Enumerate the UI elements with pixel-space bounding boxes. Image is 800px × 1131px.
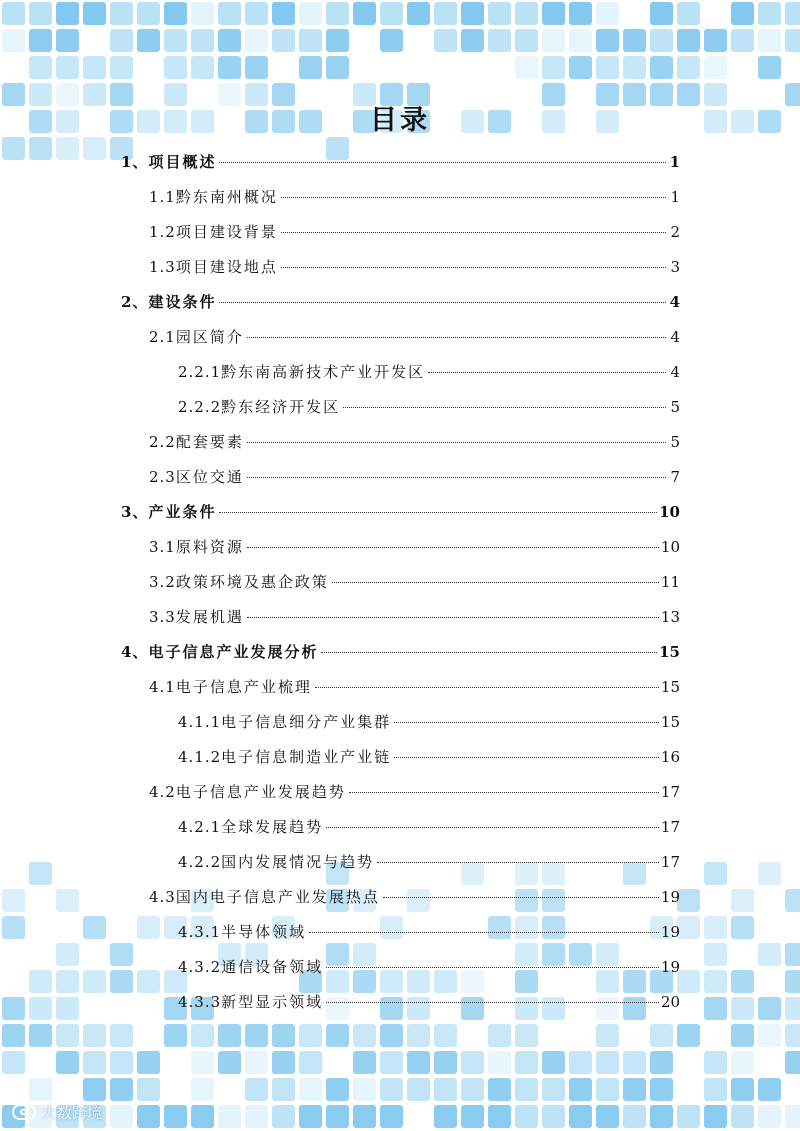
toc-entry-label: 国内发展情况与趋势 bbox=[221, 853, 375, 871]
toc-entry-number: 1.2 bbox=[149, 223, 176, 241]
toc-entry-leader-dots bbox=[309, 932, 659, 933]
toc-entry-number: 4.3.3 bbox=[178, 993, 222, 1011]
toc-entry-leader-dots bbox=[326, 827, 659, 828]
toc-entry-label: 半导体领域 bbox=[221, 923, 307, 941]
toc-entry[interactable] bbox=[178, 745, 680, 769]
toc-entry[interactable] bbox=[149, 570, 680, 594]
toc-entry-leader-dots bbox=[383, 897, 659, 898]
toc-entry-label: 电子信息产业梳理 bbox=[175, 678, 312, 696]
toc-entry[interactable] bbox=[121, 500, 680, 524]
toc-entry-label: 电子信息产业发展分析 bbox=[148, 643, 319, 661]
toc-entry[interactable] bbox=[121, 150, 680, 174]
toc-entry-label: 新型显示领域 bbox=[221, 993, 324, 1011]
toc-entry-leader-dots bbox=[247, 337, 666, 338]
toc-entry-number: 2.1 bbox=[149, 328, 176, 346]
toc-entry-page: 5 bbox=[670, 398, 680, 416]
toc-entry-number: 1.1 bbox=[149, 188, 176, 206]
toc-entry-page: 19 bbox=[660, 888, 680, 906]
toc-entry-number: 4.1.2 bbox=[178, 748, 222, 766]
toc-entry[interactable] bbox=[178, 920, 680, 944]
toc-entry-page: 19 bbox=[660, 923, 680, 941]
toc-entry[interactable] bbox=[149, 220, 680, 244]
toc-entry-label: 项目建设背景 bbox=[175, 223, 278, 241]
toc-entry-label: 国内电子信息产业发展热点 bbox=[175, 888, 380, 906]
toc-entry[interactable] bbox=[149, 325, 680, 349]
toc-entry-leader-dots bbox=[332, 582, 659, 583]
toc-entry-leader-dots bbox=[281, 197, 666, 198]
toc-entry-page: 10 bbox=[660, 538, 680, 556]
toc-entry[interactable] bbox=[121, 640, 680, 664]
toc-entry-leader-dots bbox=[326, 1002, 659, 1003]
toc-entry-label: 配套要素 bbox=[175, 433, 244, 451]
toc-entry-leader-dots bbox=[394, 757, 659, 758]
toc-entry-number: 4.2.2 bbox=[178, 853, 222, 871]
toc-entry-page: 15 bbox=[660, 678, 680, 696]
toc-entry-page: 20 bbox=[660, 993, 680, 1011]
toc-entry-leader-dots bbox=[281, 267, 666, 268]
toc-entry-number: 3.1 bbox=[149, 538, 176, 556]
footer-logo-text: 大数跨境 bbox=[42, 1103, 103, 1122]
toc-entry[interactable] bbox=[149, 605, 680, 629]
toc-entry-leader-dots bbox=[349, 792, 659, 793]
toc-entry-leader-dots bbox=[247, 547, 659, 548]
toc-entry-number: 1、 bbox=[121, 153, 149, 171]
logo-mark-icon bbox=[12, 1104, 36, 1120]
toc-entry[interactable] bbox=[178, 395, 680, 419]
toc-entry[interactable] bbox=[149, 465, 680, 489]
toc-entry-number: 4.1 bbox=[149, 678, 176, 696]
toc-entry[interactable] bbox=[178, 360, 680, 384]
toc-entry-label: 项目建设地点 bbox=[175, 258, 278, 276]
toc-entry-page: 4 bbox=[669, 293, 680, 311]
toc-entry[interactable] bbox=[178, 850, 680, 874]
toc-entry-number: 4.2 bbox=[149, 783, 176, 801]
toc-entry-page: 15 bbox=[659, 643, 680, 661]
toc-entry-page: 10 bbox=[659, 503, 680, 521]
toc-entry-label: 产业条件 bbox=[148, 503, 217, 521]
toc-entry-label: 项目概述 bbox=[148, 153, 217, 171]
toc-entry-label: 通信设备领域 bbox=[221, 958, 324, 976]
toc-entry-label: 黔东南州概况 bbox=[175, 188, 278, 206]
toc-entry-page: 5 bbox=[670, 433, 680, 451]
toc-entry-leader-dots bbox=[219, 512, 657, 513]
toc-entry-leader-dots bbox=[326, 967, 659, 968]
toc-entry-leader-dots bbox=[343, 407, 666, 408]
toc-entry[interactable] bbox=[149, 185, 680, 209]
toc-entry-number: 3.3 bbox=[149, 608, 176, 626]
toc-entry-number: 4.3 bbox=[149, 888, 176, 906]
toc-entry-leader-dots bbox=[247, 477, 666, 478]
toc-entry-label: 电子信息细分产业集群 bbox=[221, 713, 392, 731]
toc-entry-page: 13 bbox=[660, 608, 680, 626]
toc-entry-label: 建设条件 bbox=[148, 293, 217, 311]
toc-entry-page: 4 bbox=[670, 363, 680, 381]
toc-entry-page: 4 bbox=[670, 328, 680, 346]
toc-entry-page: 1 bbox=[669, 153, 680, 171]
toc-entry-number: 3、 bbox=[121, 503, 149, 521]
toc-entry-label: 黔东南高新技术产业开发区 bbox=[221, 363, 426, 381]
toc-entry-leader-dots bbox=[394, 722, 659, 723]
toc-entry-page: 15 bbox=[660, 713, 680, 731]
toc-entry-page: 2 bbox=[670, 223, 680, 241]
toc-entry-page: 11 bbox=[660, 573, 680, 591]
toc-entry[interactable] bbox=[149, 780, 680, 804]
toc-entry-page: 7 bbox=[670, 468, 680, 486]
toc-entry-number: 1.3 bbox=[149, 258, 176, 276]
toc-entry-number: 2.3 bbox=[149, 468, 176, 486]
toc-entry-page: 19 bbox=[660, 958, 680, 976]
toc-entry-page: 17 bbox=[660, 818, 680, 836]
toc-entry-leader-dots bbox=[219, 162, 666, 163]
toc-entry-leader-dots bbox=[321, 652, 657, 653]
toc-entry[interactable] bbox=[149, 675, 680, 699]
toc-entry[interactable] bbox=[149, 535, 680, 559]
toc-entry[interactable] bbox=[178, 990, 680, 1014]
toc-entry[interactable] bbox=[121, 290, 680, 314]
toc-entry-number: 4.3.2 bbox=[178, 958, 222, 976]
toc-entry-page: 3 bbox=[670, 258, 680, 276]
toc-entry[interactable] bbox=[149, 430, 680, 454]
toc-entry-label: 园区简介 bbox=[175, 328, 244, 346]
toc-entry-leader-dots bbox=[247, 617, 659, 618]
toc-entry-page: 1 bbox=[670, 188, 680, 206]
toc-entry-label: 电子信息制造业产业链 bbox=[221, 748, 392, 766]
toc-entry-page: 17 bbox=[660, 853, 680, 871]
toc-entry-page: 16 bbox=[660, 748, 680, 766]
toc-entry-page: 17 bbox=[660, 783, 680, 801]
toc-entry-leader-dots bbox=[377, 862, 659, 863]
toc-entry-label: 电子信息产业发展趋势 bbox=[175, 783, 346, 801]
toc-entry-label: 发展机遇 bbox=[175, 608, 244, 626]
toc-entry[interactable] bbox=[178, 710, 680, 734]
toc-entry-leader-dots bbox=[281, 232, 666, 233]
toc-entry-leader-dots bbox=[428, 372, 666, 373]
toc-title: 目录 bbox=[370, 105, 430, 136]
toc-entry-label: 政策环境及惠企政策 bbox=[175, 573, 329, 591]
toc-entry-label: 原料资源 bbox=[175, 538, 244, 556]
toc-entry-label: 全球发展趋势 bbox=[221, 818, 324, 836]
toc-entry-leader-dots bbox=[315, 687, 659, 688]
toc-entry-number: 3.2 bbox=[149, 573, 176, 591]
toc-entry-number: 4、 bbox=[121, 643, 149, 661]
toc-entry[interactable] bbox=[178, 815, 680, 839]
toc-entry-number: 4.2.1 bbox=[178, 818, 222, 836]
toc-entry-leader-dots bbox=[219, 302, 666, 303]
toc-entry[interactable] bbox=[178, 955, 680, 979]
toc-entry-number: 2.2 bbox=[149, 433, 176, 451]
toc-entry[interactable] bbox=[149, 255, 680, 279]
toc-entry-number: 2、 bbox=[121, 293, 149, 311]
toc-entry-number: 4.1.1 bbox=[178, 713, 222, 731]
toc-entry-leader-dots bbox=[247, 442, 666, 443]
toc-entry-number: 2.2.2 bbox=[178, 398, 222, 416]
toc-entry-number: 4.3.1 bbox=[178, 923, 222, 941]
toc-entry-label: 区位交通 bbox=[175, 468, 244, 486]
toc-entry[interactable] bbox=[149, 885, 680, 909]
footer-logo bbox=[12, 1101, 102, 1123]
toc-entry-number: 2.2.1 bbox=[178, 363, 222, 381]
toc-entry-label: 黔东经济开发区 bbox=[221, 398, 341, 416]
